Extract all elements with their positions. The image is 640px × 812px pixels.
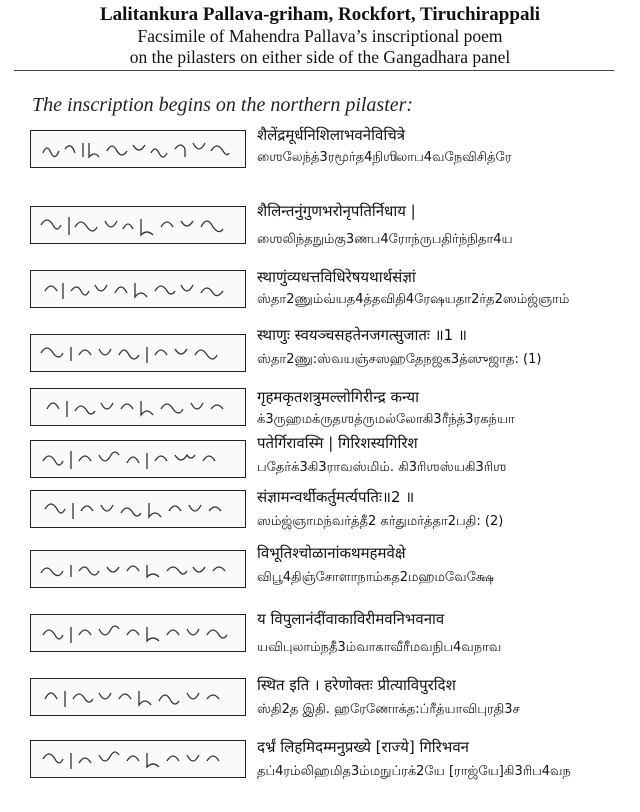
facsimile-sketch-6 <box>31 441 245 477</box>
facsimile-image-6 <box>30 440 246 478</box>
facsimile-image-8 <box>30 550 246 588</box>
subtitle-line-2: on the pilasters on either side of the Gangadhara panel <box>129 47 511 67</box>
facsimile-sketch-7 <box>31 491 245 527</box>
facsimile-sketch-8 <box>31 551 245 587</box>
tamil-transliteration-6: பதேர்க்3கி3ராவஸ்மிம். கி3ரிஶஸ்யகி3ரிஶ <box>257 460 507 475</box>
devanagari-line-9: य विपुलानंदींवाकाविरीमवनिभवनाव <box>257 610 445 628</box>
facsimile-image-9 <box>30 614 246 652</box>
facsimile-image-11 <box>30 740 246 778</box>
document-header <box>0 4 640 68</box>
devanagari-line-10: स्थित इति । हरेणोक्तः प्रीत्याविपुरदिश <box>257 676 456 694</box>
facsimile-image-3 <box>30 270 246 308</box>
intro-text: The inscription begins on the northern pilaster: <box>32 94 414 116</box>
devanagari-line-3: स्थाणुंव्यधत्तविधिरेषयथार्थसंज्ञां <box>257 268 416 286</box>
facsimile-sketch-2 <box>31 207 245 243</box>
facsimile-image-4 <box>30 334 246 372</box>
facsimile-sketch-4 <box>31 335 245 371</box>
tamil-transliteration-9: யவிபுலாம்நதீ3ம்வாகாவீரீமவநிப4வநாவ <box>257 640 502 655</box>
devanagari-line-11: दर्भ्रं लिहमिदम्मनुप्रख्ये [राज्ये] गिरिभवन <box>257 738 470 756</box>
facsimile-sketch-5 <box>31 389 245 425</box>
tamil-transliteration-2: ஶைலிந்தநும்கு3ணப4ரோந்ருபதிர்ந்நிதா4ய <box>257 232 513 247</box>
tamil-transliteration-11: தப்4ரம்லிஹமித3ம்மநுப்ரக்2யே [ராஜ்யே]கி3ரிப4வந <box>257 764 571 779</box>
facsimile-sketch-1 <box>31 131 245 167</box>
devanagari-line-6: पतेर्गिरावस्मि | गिरिशस्यगिरिश <box>257 434 418 452</box>
header-divider <box>14 70 614 71</box>
facsimile-image-10 <box>30 678 246 716</box>
tamil-transliteration-3: ஸ்தா2ணும்வ்யத4த்தவிதி4ரேஷயதா2ர்த2ஸம்ஜ்ஞாம் <box>257 292 570 307</box>
devanagari-line-7: संज्ञामन्वर्थीकर्तुमर्त्यपतिः॥2 ॥ <box>257 488 415 506</box>
page-title: Lalitankura Pallava-griham, Rockfort, Tiruchirappali <box>99 4 540 25</box>
tamil-transliteration-4: ஸ்தா2ணு:ஸ்வயஞ்சஸஹதேநஜக3த்ஸுஜாத: (1) <box>257 352 542 367</box>
tamil-transliteration-5: க்3ருஹமக்ருதஶத்ருமல்லோகி3ரீந்த்3ரகந்யா <box>257 412 515 427</box>
facsimile-image-1 <box>30 130 246 168</box>
facsimile-image-7 <box>30 490 246 528</box>
devanagari-line-5: गृहमकृतशत्रुमल्लोगिरीन्द्र कन्या <box>257 388 419 406</box>
facsimile-sketch-10 <box>31 679 245 715</box>
subtitle-line-1: Facsimile of Mahendra Pallava’s inscriptional poem <box>137 26 503 46</box>
tamil-transliteration-7: ஸம்ஜ்ஞாமந்வர்த்தீ2 கர்துமர்த்தா2பதி: (2) <box>257 514 504 529</box>
facsimile-image-2 <box>30 206 246 244</box>
tamil-transliteration-8: விபூ4திஞ்சோளாநாம்கத2மஹமவேக்ஷே <box>257 570 494 585</box>
devanagari-line-2: शैलिन्तनुंगुणभरोनृपतिर्निधाय | <box>257 202 416 220</box>
facsimile-image-5 <box>30 388 246 426</box>
facsimile-sketch-11 <box>31 741 245 777</box>
facsimile-sketch-9 <box>31 615 245 651</box>
devanagari-line-1: शैलेंद्रमूर्धनिशिलाभवनेविचित्रे <box>257 126 406 144</box>
facsimile-sketch-3 <box>31 271 245 307</box>
devanagari-line-4: स्थाणुः स्वयञ्चसहतेनजगत्सुजातः ॥1 ॥ <box>257 326 467 344</box>
tamil-transliteration-10: ஸ்தி2த இதி. ஹரேணோக்த:ப்ரீத்யாவிபுரதி3ச <box>257 702 520 717</box>
tamil-transliteration-1: ஶைலேந்த்3ரமூர்த4நிஶிலாப4வநேவிசித்ரே <box>257 150 512 165</box>
devanagari-line-8: विभूतिश्चोळानांकथमहमवेक्षे <box>257 544 406 562</box>
